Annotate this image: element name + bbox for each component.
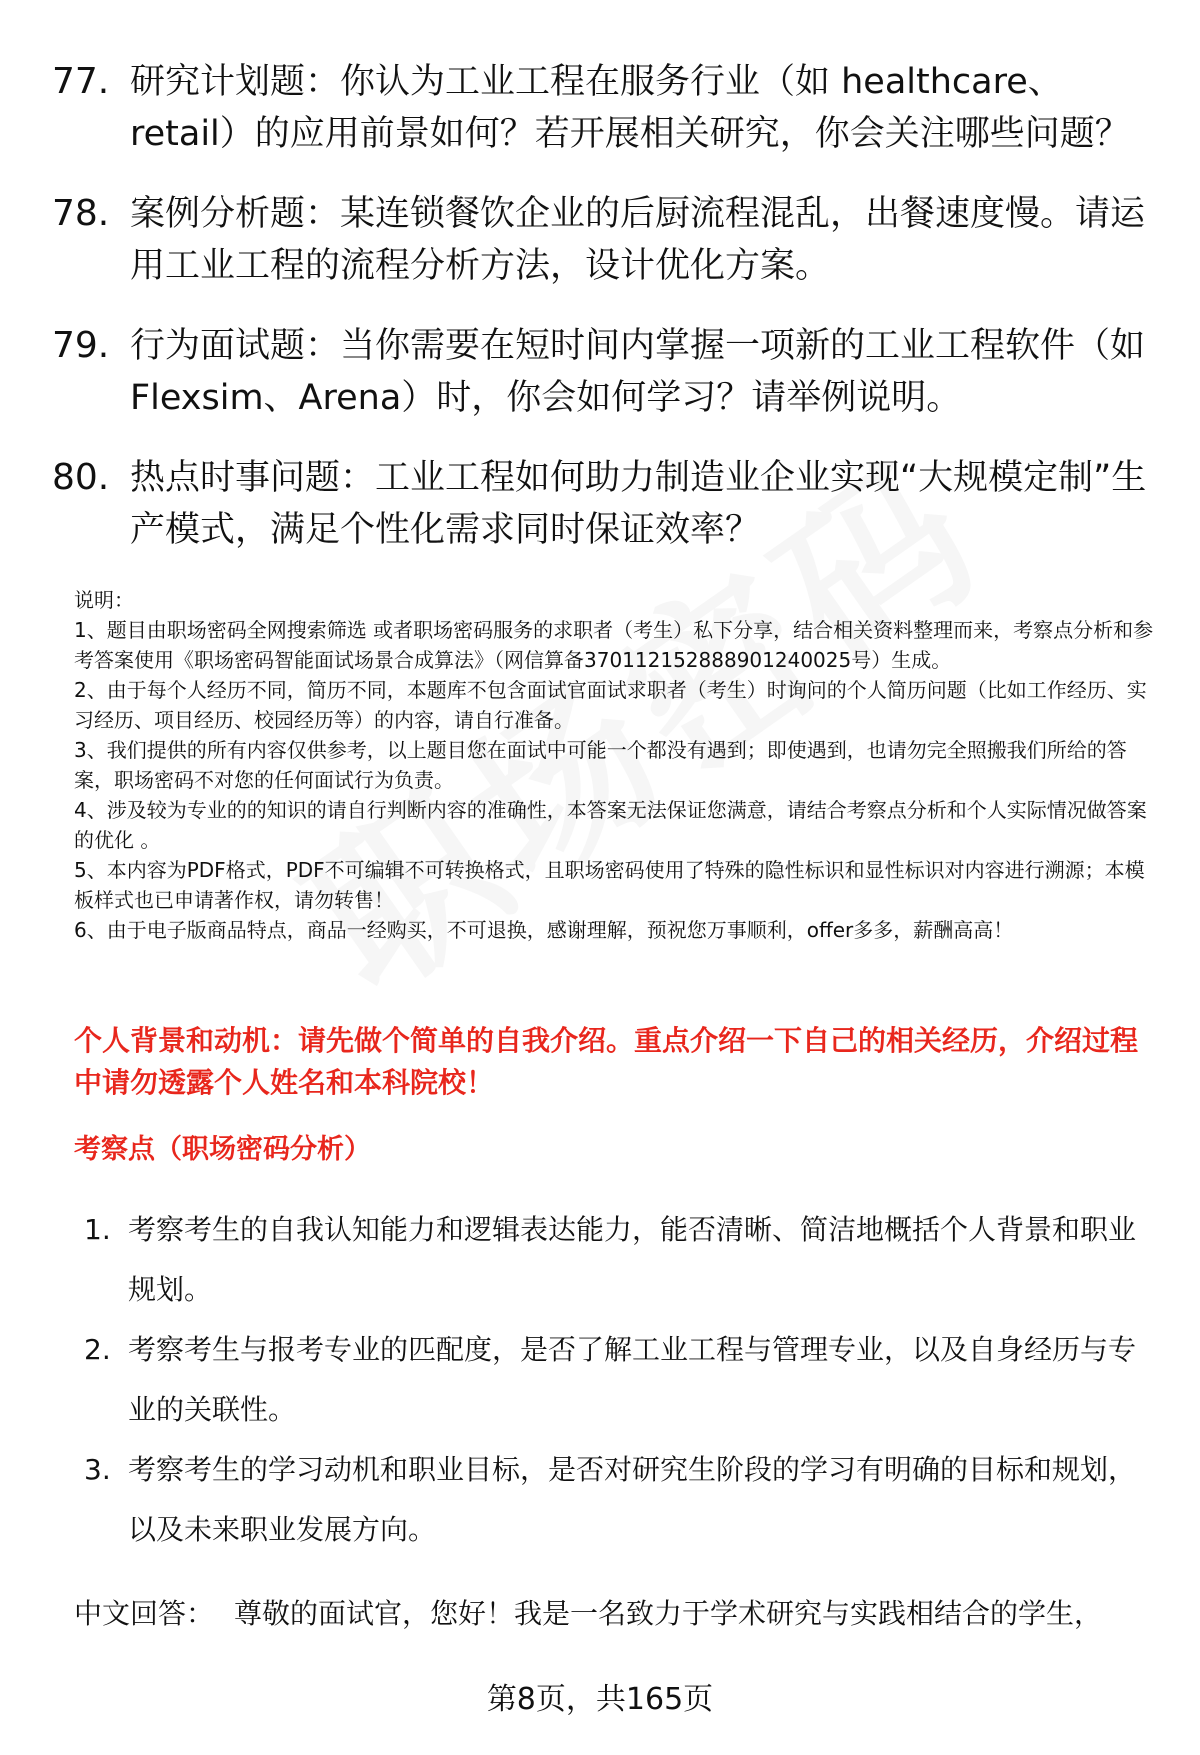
- exam-point-list: [84, 1200, 1154, 1560]
- question-number: 79.: [52, 325, 110, 366]
- question-list: [52, 56, 1162, 584]
- notes-item: 5、本内容为PDF格式，PDF不可编辑不可转换格式，且职场密码使用了特殊的隐性标识和显性标识对内容进行溯源；本模板样式也已申请著作权，请勿转售！: [74, 858, 1145, 912]
- page-number-footer: 第8页，共165页: [486, 1682, 714, 1717]
- notes-section: [74, 585, 1164, 945]
- exam-point-number: 1.: [84, 1213, 111, 1246]
- question-item: [52, 188, 1162, 292]
- exam-point-text: 考察考生的学习动机和职业目标，是否对研究生阶段的学习有明确的目标和规划，以及未来职业发展方向。: [128, 1453, 1137, 1546]
- question-text: 行为面试题：当你需要在短时间内掌握一项新的工业工程软件（如Flexsim、Arena）时，你会如何学习？请举例说明。: [130, 326, 1146, 418]
- question-text: 案例分析题：某连锁餐饮企业的后厨流程混乱，出餐速度慢。请运用工业工程的流程分析方法，设计优化方案。: [130, 194, 1146, 286]
- exam-point-item: [84, 1320, 1154, 1440]
- notes-item: 6、由于电子版商品特点，商品一经购买，不可退换，感谢理解，预祝您万事顺利，offer多多，薪酬高高！: [74, 918, 1014, 942]
- question-number: 78.: [52, 193, 110, 234]
- question-number: 77.: [52, 61, 110, 102]
- notes-item: 2、由于每个人经历不同，简历不同，本题库不包含面试官面试求职者（考生）时询问的个人简历问题（比如工作经历、实习经历、项目经历、校园经历等）的内容，请自行准备。: [74, 678, 1147, 732]
- exam-points-heading: 考察点（职场密码分析）: [74, 1134, 371, 1165]
- answer-label: 中文回答：: [74, 1597, 215, 1630]
- exam-point-number: 3.: [84, 1453, 111, 1486]
- question-text: 热点时事问题：工业工程如何助力制造业企业实现“大规模定制”生产模式，满足个性化需求同时保证效率？: [130, 458, 1147, 550]
- question-item: [52, 56, 1162, 160]
- question-item: [52, 452, 1162, 556]
- question-item: [52, 320, 1162, 424]
- exam-point-text: 考察考生与报考专业的匹配度，是否了解工业工程与管理专业，以及自身经历与专业的关联性。: [128, 1333, 1137, 1426]
- exam-point-text: 考察考生的自我认知能力和逻辑表达能力，能否清晰、简洁地概括个人背景和职业规划。: [128, 1213, 1137, 1306]
- exam-point-item: [84, 1200, 1154, 1320]
- question-text: 研究计划题：你认为工业工程在服务行业（如 healthcare、retail）的应用前景如何？若开展相关研究，你会关注哪些问题？: [130, 62, 1130, 154]
- notes-item: 1、题目由职场密码全网搜索筛选 或者职场密码服务的求职者（考生）私下分享，结合相关资料整理而来，考察点分析和参考答案使用《职场密码智能面试场景合成算法》（网信算备370112152888901240025号）生成。: [74, 618, 1154, 672]
- intro-question-heading: 个人背景和动机：请先做个简单的自我介绍。重点介绍一下自己的相关经历，介绍过程中请勿透露个人姓名和本科院校！: [74, 1024, 1139, 1099]
- notes-item: 4、涉及较为专业的的知识的请自行判断内容的准确性，本答案无法保证您满意，请结合考察点分析和个人实际情况做答案的优化 。: [74, 798, 1147, 852]
- notes-item: 3、我们提供的所有内容仅供参考，以上题目您在面试中可能一个都没有遇到；即使遇到，也请勿完全照搬我们所给的答案，职场密码不对您的任何面试行为负责。: [74, 738, 1127, 792]
- exam-point-number: 2.: [84, 1333, 111, 1366]
- notes-title: 说明：: [74, 588, 134, 612]
- question-number: 80.: [52, 457, 110, 498]
- answer-text: 尊敬的面试官，您好！我是一名致力于学术研究与实践相结合的学生，: [234, 1597, 1103, 1630]
- exam-point-item: [84, 1440, 1154, 1560]
- answer-paragraph: [74, 1592, 1164, 1636]
